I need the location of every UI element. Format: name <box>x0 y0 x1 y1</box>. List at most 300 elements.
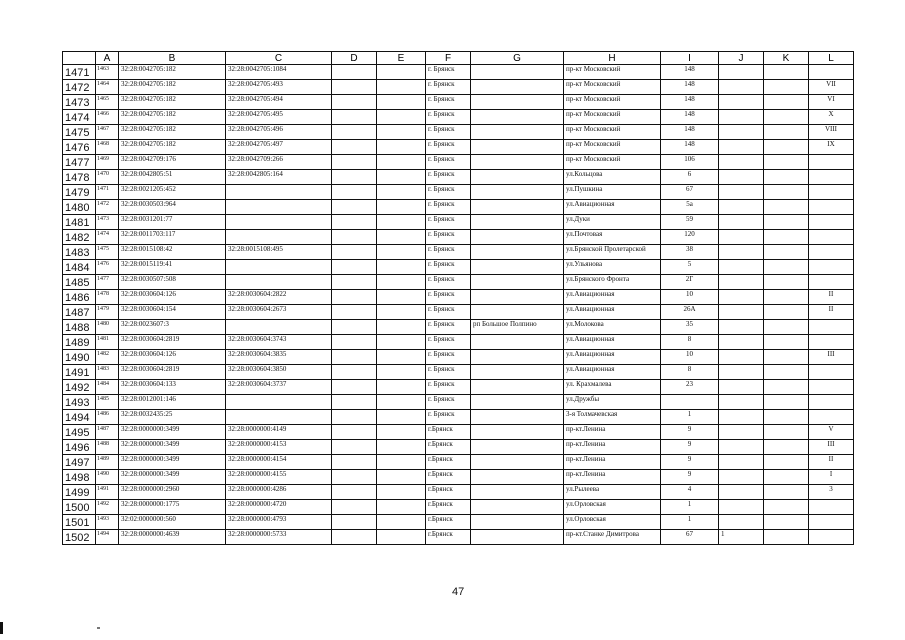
cell-c: 32:28:0000000:4286 <box>226 485 332 500</box>
cell-g <box>471 425 564 440</box>
cell-b: 32:28:0011703:117 <box>119 230 226 245</box>
cell-g <box>471 140 564 155</box>
cell-c: 32:28:0042705:496 <box>226 125 332 140</box>
row-number: 1495 <box>63 425 96 440</box>
cell-b: 32:28:0015119:41 <box>119 260 226 275</box>
cell-i: 9 <box>661 470 719 485</box>
cell-f: г. Брянск <box>426 350 471 365</box>
row-number: 1480 <box>63 200 96 215</box>
row-number: 1478 <box>63 170 96 185</box>
table-row <box>63 125 854 140</box>
cell-g <box>471 470 564 485</box>
cell-g <box>471 245 564 260</box>
table-row <box>63 290 854 305</box>
cell-h: пр-кт Московский <box>564 95 661 110</box>
row-number: 1496 <box>63 440 96 455</box>
row-number: 1484 <box>63 260 96 275</box>
cell-d <box>332 230 377 245</box>
cell-c: 32:28:0030604:3743 <box>226 335 332 350</box>
cell-g <box>471 530 564 545</box>
cell-c: 32:28:0042805:164 <box>226 170 332 185</box>
column-header-f: F <box>426 52 471 65</box>
cell-k <box>764 125 809 140</box>
cell-j <box>719 365 764 380</box>
cell-e <box>377 515 426 530</box>
cell-c: 32:28:0042705:494 <box>226 95 332 110</box>
cell-i: 9 <box>661 425 719 440</box>
cell-l <box>809 200 854 215</box>
cell-k <box>764 380 809 395</box>
cell-e <box>377 65 426 80</box>
cell-f: г. Брянск <box>426 260 471 275</box>
table-row <box>63 245 854 260</box>
row-number: 1471 <box>63 65 96 80</box>
cell-b: 32:28:0042705:182 <box>119 140 226 155</box>
cell-h: ул.Орловская <box>564 500 661 515</box>
cell-f: г.Брянск <box>426 470 471 485</box>
table-row <box>63 335 854 350</box>
cell-d <box>332 380 377 395</box>
cell-g <box>471 500 564 515</box>
cell-h: пр-кт.Ленина <box>564 440 661 455</box>
cell-l: VIII <box>809 125 854 140</box>
cell-d <box>332 95 377 110</box>
cell-f: г. Брянск <box>426 155 471 170</box>
cell-a: 1467 <box>96 125 119 140</box>
cell-b: 32:28:0000000:3499 <box>119 470 226 485</box>
cell-b: 32:28:0015108:42 <box>119 245 226 260</box>
cell-e <box>377 350 426 365</box>
cell-i: 106 <box>661 155 719 170</box>
cell-a: 1472 <box>96 200 119 215</box>
cell-j <box>719 290 764 305</box>
cell-e <box>377 470 426 485</box>
cell-i: 38 <box>661 245 719 260</box>
cell-f: г. Брянск <box>426 80 471 95</box>
cell-f: г. Брянск <box>426 365 471 380</box>
cell-j <box>719 350 764 365</box>
cell-i: 5а <box>661 200 719 215</box>
scan-speck <box>97 627 100 629</box>
cell-l <box>809 380 854 395</box>
cell-e <box>377 95 426 110</box>
cell-d <box>332 245 377 260</box>
row-number: 1500 <box>63 500 96 515</box>
column-header-l: L <box>809 52 854 65</box>
cell-i: 120 <box>661 230 719 245</box>
cell-h: пр-кт.Ленина <box>564 470 661 485</box>
cell-b: 32:28:0000000:4639 <box>119 530 226 545</box>
cell-d <box>332 395 377 410</box>
cell-d <box>332 320 377 335</box>
cell-j <box>719 440 764 455</box>
cell-h: 3-я Толмачевская <box>564 410 661 425</box>
cell-b: 32:28:0000000:3499 <box>119 425 226 440</box>
cell-k <box>764 485 809 500</box>
row-number: 1501 <box>63 515 96 530</box>
cell-e <box>377 290 426 305</box>
cell-c <box>226 320 332 335</box>
header-corner <box>63 52 96 65</box>
cell-a: 1491 <box>96 485 119 500</box>
cell-f: г. Брянск <box>426 245 471 260</box>
cell-l <box>809 65 854 80</box>
cell-j <box>719 200 764 215</box>
table-row <box>63 365 854 380</box>
table-row <box>63 65 854 80</box>
row-number: 1499 <box>63 485 96 500</box>
cell-b: 32:28:0030604:126 <box>119 350 226 365</box>
cell-d <box>332 350 377 365</box>
table-row <box>63 440 854 455</box>
cell-h: пр-кт Московский <box>564 65 661 80</box>
cell-k <box>764 155 809 170</box>
cell-c: 32:28:0000000:4149 <box>226 425 332 440</box>
cell-d <box>332 410 377 425</box>
cell-b: 32:28:0030604:154 <box>119 305 226 320</box>
table-row <box>63 380 854 395</box>
cell-c <box>226 260 332 275</box>
cell-i <box>661 395 719 410</box>
cell-k <box>764 110 809 125</box>
cell-e <box>377 80 426 95</box>
cell-e <box>377 170 426 185</box>
cell-k <box>764 170 809 185</box>
cell-g <box>471 155 564 170</box>
cell-b: 32:28:0030503:964 <box>119 200 226 215</box>
cell-h: ул.Рылеева <box>564 485 661 500</box>
cell-l <box>809 185 854 200</box>
cell-l <box>809 155 854 170</box>
cell-j <box>719 395 764 410</box>
cell-j <box>719 380 764 395</box>
cell-a: 1487 <box>96 425 119 440</box>
cell-i: 8 <box>661 365 719 380</box>
cell-c <box>226 215 332 230</box>
cell-a: 1489 <box>96 455 119 470</box>
cell-k <box>764 290 809 305</box>
cell-e <box>377 215 426 230</box>
cell-c: 32:28:0030604:2822 <box>226 290 332 305</box>
cell-k <box>764 245 809 260</box>
cell-f: г. Брянск <box>426 380 471 395</box>
cell-l <box>809 215 854 230</box>
table-row <box>63 110 854 125</box>
cell-i: 148 <box>661 110 719 125</box>
cell-h: ул.Брянского Фронта <box>564 275 661 290</box>
cell-g <box>471 515 564 530</box>
cell-f: г. Брянск <box>426 290 471 305</box>
cell-e <box>377 125 426 140</box>
cell-i: 10 <box>661 350 719 365</box>
cell-h: ул.Пушкина <box>564 185 661 200</box>
row-number: 1502 <box>63 530 96 545</box>
cell-c: 32:28:0042709:266 <box>226 155 332 170</box>
cell-d <box>332 80 377 95</box>
cell-j <box>719 125 764 140</box>
row-number: 1476 <box>63 140 96 155</box>
cell-g <box>471 305 564 320</box>
cell-k <box>764 425 809 440</box>
column-header-i: I <box>661 52 719 65</box>
row-number: 1494 <box>63 410 96 425</box>
cell-d <box>332 485 377 500</box>
cell-i: 2Г <box>661 275 719 290</box>
table-row <box>63 140 854 155</box>
cell-h: ул.Авиационная <box>564 365 661 380</box>
cell-e <box>377 230 426 245</box>
cell-l <box>809 275 854 290</box>
cell-f: г. Брянск <box>426 110 471 125</box>
cell-k <box>764 470 809 485</box>
cell-j <box>719 470 764 485</box>
cell-d <box>332 500 377 515</box>
cell-i: 10 <box>661 290 719 305</box>
cell-g <box>471 380 564 395</box>
cell-e <box>377 155 426 170</box>
cell-g <box>471 185 564 200</box>
cell-k <box>764 230 809 245</box>
row-number: 1485 <box>63 275 96 290</box>
cell-b: 32:28:0023607:3 <box>119 320 226 335</box>
cell-h: ул.Ульянова <box>564 260 661 275</box>
cell-j <box>719 80 764 95</box>
cell-b: 32:28:0042705:182 <box>119 125 226 140</box>
cell-c: 32:28:0030604:2673 <box>226 305 332 320</box>
cell-e <box>377 245 426 260</box>
cell-j <box>719 455 764 470</box>
cell-i: 1 <box>661 500 719 515</box>
cell-k <box>764 275 809 290</box>
column-header-h: H <box>564 52 661 65</box>
cell-a: 1478 <box>96 290 119 305</box>
cell-g <box>471 170 564 185</box>
cell-a: 1470 <box>96 170 119 185</box>
table-row <box>63 500 854 515</box>
cell-g <box>471 65 564 80</box>
cell-k <box>764 200 809 215</box>
cell-h: ул.Орловская <box>564 515 661 530</box>
cell-k <box>764 515 809 530</box>
column-header-k: K <box>764 52 809 65</box>
table-row <box>63 170 854 185</box>
cell-d <box>332 110 377 125</box>
cell-g <box>471 110 564 125</box>
cell-f: г. Брянск <box>426 200 471 215</box>
cell-b: 32:28:0042705:182 <box>119 80 226 95</box>
table-row <box>63 320 854 335</box>
column-header-row <box>63 52 854 65</box>
table-row <box>63 200 854 215</box>
cell-d <box>332 215 377 230</box>
cell-i: 8 <box>661 335 719 350</box>
cell-a: 1488 <box>96 440 119 455</box>
cell-c: 32:28:0030604:3737 <box>226 380 332 395</box>
row-number: 1486 <box>63 290 96 305</box>
cell-a: 1483 <box>96 365 119 380</box>
cell-f: г.Брянск <box>426 425 471 440</box>
cell-i: 9 <box>661 455 719 470</box>
cell-j <box>719 260 764 275</box>
cell-d <box>332 530 377 545</box>
cell-d <box>332 170 377 185</box>
table-row <box>63 230 854 245</box>
cell-g <box>471 95 564 110</box>
cell-d <box>332 125 377 140</box>
cell-b: 32:28:0042709:176 <box>119 155 226 170</box>
cell-j <box>719 230 764 245</box>
cell-c: 32:28:0042705:495 <box>226 110 332 125</box>
cell-k <box>764 320 809 335</box>
cell-l: IX <box>809 140 854 155</box>
cell-k <box>764 410 809 425</box>
cell-k <box>764 140 809 155</box>
cell-g <box>471 290 564 305</box>
table-row <box>63 260 854 275</box>
table-row <box>63 350 854 365</box>
cell-k <box>764 350 809 365</box>
cell-e <box>377 320 426 335</box>
cell-g <box>471 200 564 215</box>
cell-a: 1463 <box>96 65 119 80</box>
cell-c: 32:28:0000000:4793 <box>226 515 332 530</box>
cell-a: 1464 <box>96 80 119 95</box>
cell-f: г.Брянск <box>426 500 471 515</box>
cell-h: пр-кт Московский <box>564 125 661 140</box>
cell-a: 1473 <box>96 215 119 230</box>
cell-l <box>809 230 854 245</box>
cell-i: 26А <box>661 305 719 320</box>
cell-k <box>764 335 809 350</box>
cell-b: 32:28:0021205:452 <box>119 185 226 200</box>
cell-l: 3 <box>809 485 854 500</box>
cell-k <box>764 95 809 110</box>
cell-h: ул.Молокова <box>564 320 661 335</box>
cell-j <box>719 65 764 80</box>
cell-f: г. Брянск <box>426 125 471 140</box>
cell-l <box>809 410 854 425</box>
cell-g <box>471 410 564 425</box>
cell-d <box>332 275 377 290</box>
cell-b: 32:28:0000000:2960 <box>119 485 226 500</box>
cell-l <box>809 530 854 545</box>
cell-f: г. Брянск <box>426 95 471 110</box>
cell-a: 1477 <box>96 275 119 290</box>
cell-g <box>471 275 564 290</box>
cell-b: 32:28:0030507:508 <box>119 275 226 290</box>
cell-b: 32:28:0032435:25 <box>119 410 226 425</box>
cell-j <box>719 320 764 335</box>
cell-j <box>719 485 764 500</box>
table-row <box>63 95 854 110</box>
cell-k <box>764 530 809 545</box>
cell-d <box>332 290 377 305</box>
cell-j <box>719 185 764 200</box>
cell-i: 148 <box>661 65 719 80</box>
cell-f: г. Брянск <box>426 320 471 335</box>
table-row <box>63 395 854 410</box>
cell-b: 32:28:0042705:182 <box>119 65 226 80</box>
row-number: 1479 <box>63 185 96 200</box>
cell-e <box>377 110 426 125</box>
cell-h: ул.Авиационная <box>564 200 661 215</box>
table-row <box>63 425 854 440</box>
scan-margin-mark <box>0 622 3 634</box>
cell-f: г. Брянск <box>426 65 471 80</box>
cell-a: 1471 <box>96 185 119 200</box>
cell-f: г. Брянск <box>426 395 471 410</box>
cell-l: I <box>809 470 854 485</box>
cell-f: г. Брянск <box>426 230 471 245</box>
cell-a: 1475 <box>96 245 119 260</box>
cell-e <box>377 425 426 440</box>
cell-i: 67 <box>661 185 719 200</box>
cell-f: г. Брянск <box>426 410 471 425</box>
cell-l <box>809 245 854 260</box>
row-number: 1492 <box>63 380 96 395</box>
column-header-b: B <box>119 52 226 65</box>
cell-b: 32:28:0030604:133 <box>119 380 226 395</box>
cell-h: ул.Авиационная <box>564 350 661 365</box>
cell-d <box>332 335 377 350</box>
cell-h: пр-кт.Ленина <box>564 455 661 470</box>
cell-e <box>377 335 426 350</box>
cell-a: 1494 <box>96 530 119 545</box>
cell-l <box>809 365 854 380</box>
cell-f: г. Брянск <box>426 140 471 155</box>
cell-b: 32:28:0042705:182 <box>119 110 226 125</box>
cell-h: ул.Авиационная <box>564 335 661 350</box>
cell-e <box>377 530 426 545</box>
cell-g <box>471 80 564 95</box>
cell-l: III <box>809 440 854 455</box>
cell-b: 32:28:0000000:3499 <box>119 440 226 455</box>
cell-e <box>377 440 426 455</box>
cell-f: г.Брянск <box>426 530 471 545</box>
cell-h: ул.Брянской Пролетарской <box>564 245 661 260</box>
cell-l <box>809 260 854 275</box>
row-number: 1497 <box>63 455 96 470</box>
cell-l <box>809 320 854 335</box>
cell-d <box>332 455 377 470</box>
cell-i: 148 <box>661 125 719 140</box>
row-number: 1477 <box>63 155 96 170</box>
cell-j <box>719 215 764 230</box>
cell-c: 32:28:0000000:4720 <box>226 500 332 515</box>
cell-i: 23 <box>661 380 719 395</box>
cell-c <box>226 275 332 290</box>
cell-j: 1 <box>719 530 764 545</box>
cell-a: 1480 <box>96 320 119 335</box>
cell-k <box>764 185 809 200</box>
table-row <box>63 530 854 545</box>
cell-c <box>226 230 332 245</box>
cell-a: 1474 <box>96 230 119 245</box>
cell-k <box>764 455 809 470</box>
cell-j <box>719 425 764 440</box>
cell-d <box>332 200 377 215</box>
page-number: 47 <box>452 586 465 598</box>
cell-i: 148 <box>661 80 719 95</box>
cell-h: ул.Дружбы <box>564 395 661 410</box>
cell-g <box>471 395 564 410</box>
cell-b: 32:28:0042805:51 <box>119 170 226 185</box>
cell-d <box>332 185 377 200</box>
table-row <box>63 275 854 290</box>
cell-f: г. Брянск <box>426 335 471 350</box>
cell-d <box>332 140 377 155</box>
row-number: 1482 <box>63 230 96 245</box>
